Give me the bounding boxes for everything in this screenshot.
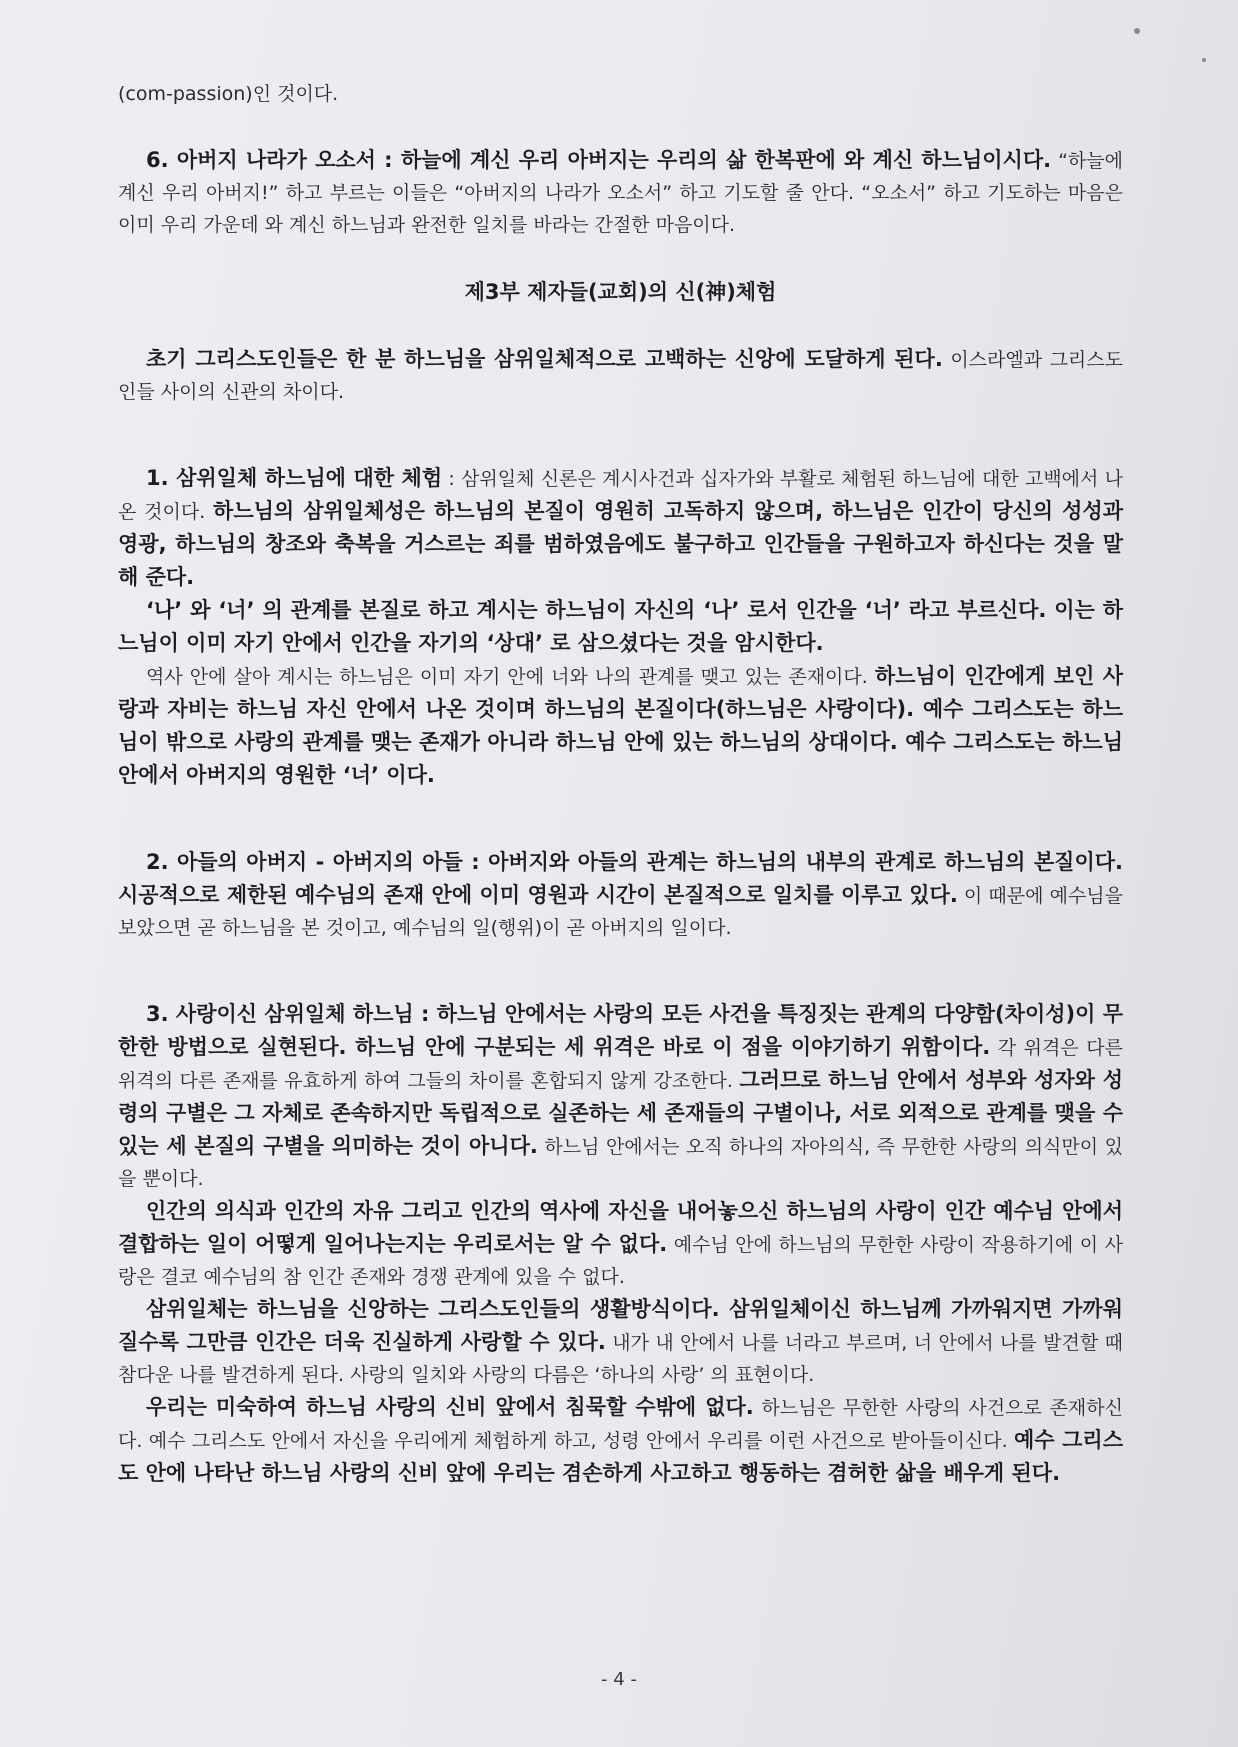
section-3-text-5: 하느님은 무한한 사랑의 사건으로 존재하신다. 예수 그리스도 안에서 자신을 우리에게 체험하게 하고, 성령 안에서 우리를 이런 사건으로 받아들이신다. [118,1397,1123,1452]
section-1-paragraph-1 [118,462,1123,594]
page-number: - 4 - [601,1669,637,1690]
section-2-bold: 2. 아들의 아버지 - 아버지의 아들 : 아버지와 아들의 관계는 하느님의 내부의 관계로 하느님의 본질이다. 시공적으로 제한된 예수님의 존재 안에 이미 영원과 시간이 본질적으로 일치를 이루고 있다. [118,850,1123,907]
intro-text: 이스라엘과 그리스도인들 사이의 신관의 차이다. [118,349,1123,403]
section-1-text-p3: 역사 안에 살아 계시는 하느님은 이미 자기 안에 너와 나의 관계를 맺고 있는 존재이다. [146,666,875,688]
section-3-bold-3: 인간의 의식과 인간의 자유 그리고 인간의 역사에 자신을 내어놓으신 하느님의 사랑이 인간 예수님 안에서 결합하는 일이 어떻게 일어나는지는 우리로서는 알 수 없다. [118,1199,1123,1256]
intro-paragraph [118,343,1123,408]
section-1-bold-p3: 하느님이 인간에게 보인 사랑과 자비는 하느님 자신 안에서 나온 것이며 하느님의 본질이다(하느님은 사랑이다). 예수 그리스도는 하느님이 밖으로 사랑의 관계를 맺는 존재가 아니라 하느님 안에 있는 하느님의 상대이다. 예수 그리스도는 하느님 안에서 아버지의 영원한 ‘너’ 이다. [118,664,1123,787]
section-6-paragraph [118,144,1123,241]
speck-mark [1202,58,1206,62]
section-3-paragraph-4 [118,1391,1123,1490]
section-1-paragraph-3 [118,660,1123,792]
section-3-bold-1: 3. 사랑이신 삼위일체 하느님 : 하느님 안에서는 사랑의 모든 사건을 특징짓는 관계의 다양함(차이성)이 무한한 방법으로 실현된다. 하느님 안에 구분되는 세 위격은 바로 이 점을 이야기하기 위함이다. [118,1002,1123,1059]
section-2-paragraph [118,846,1123,944]
section-3-text-2: 하느님 안에서는 오직 하나의 자아의식, 즉 무한한 사랑의 의식만이 있을 뿐이다. [118,1136,1123,1190]
section-6-text: “하늘에 계신 우리 아버지!” 하고 부르는 이들은 “아버지의 나라가 오소서” 하고 기도할 줄 안다. “오소서” 하고 기도하는 마음은 이미 우리 가운데 와 계신 하느님과 완전한 일치를 바라는 간절한 마음이다. [118,150,1123,236]
section-1-title: 1. 삼위일체 하느님에 대한 체험 [146,466,443,490]
section-1-bold-b: 하느님의 삼위일체성은 하느님의 본질이 영원히 고독하지 않으며, 하느님은 인간이 당신의 성성과 영광, 하느님의 창조와 축복을 거스르는 죄를 범하였음에도 불구하고 인간들을 구원하고자 하신다는 것을 말해 준다. [118,499,1123,589]
section-6-title: 6. 아버지 나라가 오소서 : 하늘에 계신 우리 아버지는 우리의 삶 한복판에 와 계신 하느님이시다. [146,148,1052,172]
section-3-bold-5: 우리는 미숙하여 하느님 사랑의 신비 앞에서 침묵할 수밖에 없다. [146,1395,754,1419]
section-3-text-4: 내가 내 안에서 나를 너라고 부르며, 너 안에서 나를 발견할 때 참다운 나를 발견하게 된다. 사랑의 일치와 사랑의 다름은 ‘하나의 사랑’ 의 표현이다. [118,1332,1123,1386]
section-3-text-3: 예수님 안에 하느님의 무한한 사랑이 작용하기에 이 사랑은 결코 예수님의 참 인간 존재와 경쟁 관계에 있을 수 없다. [118,1234,1123,1288]
section-1-text-a: : 삼위일체 신론은 계시사건과 십자가와 부활로 체험된 하느님에 대한 고백에서 나온 것이다. [118,468,1123,523]
speck-mark [1134,28,1140,34]
section-3-paragraph-1 [118,998,1123,1195]
section-3-bold-6: 예수 그리스도 안에 나타난 하느님 사랑의 신비 앞에 우리는 겸손하게 사고하고 행동하는 겸허한 삶을 배우게 된다. [118,1428,1123,1485]
section-1-paragraph-2 [118,594,1123,660]
section-3-bold-4: 삼위일체는 하느님을 신앙하는 그리스도인들의 생활방식이다. 삼위일체이신 하느님께 가까워지면 가까워질수록 그만큼 인간은 더욱 진실하게 사랑할 수 있다. [118,1297,1123,1354]
section-3-paragraph-2 [118,1195,1123,1293]
section-1-bold-p2: ‘나’ 와 ‘너’ 의 관계를 본질로 하고 계시는 하느님이 자신의 ‘나’ 로서 인간을 ‘너’ 라고 부르신다. 이는 하느님이 이미 자기 안에서 인간을 자기의 ‘상대’ 로 삼으셨다는 것을 암시한다. [118,598,1123,655]
part-3-title: 제3부 제자들(교회)의 신(神)체험 [464,280,777,304]
top-line: (com-passion)인 것이다. [118,83,339,105]
section-2-text: 이 때문에 예수님을 보았으면 곧 하느님을 본 것이고, 예수님의 일(행위)이 곧 아버지의 일이다. [118,885,1123,939]
section-3-bold-2: 그러므로 하느님 안에서 성부와 성자와 성령의 구별은 그 자체로 존속하지만 독립적으로 실존하는 세 존재들의 구별이나, 서로 외적으로 관계를 맺을 수 있는 세 본질의 구별을 의미하는 것이 아니다. [118,1068,1123,1158]
intro-bold: 초기 그리스도인들은 한 분 하느님을 삼위일체적으로 고백하는 신앙에 도달하게 된다. [146,347,943,371]
section-3-paragraph-3 [118,1293,1123,1391]
section-3-text-1: 각 위격은 다른 위격의 다른 존재를 유효하게 하여 그들의 차이를 혼합되지 않게 강조한다. [118,1037,1123,1092]
